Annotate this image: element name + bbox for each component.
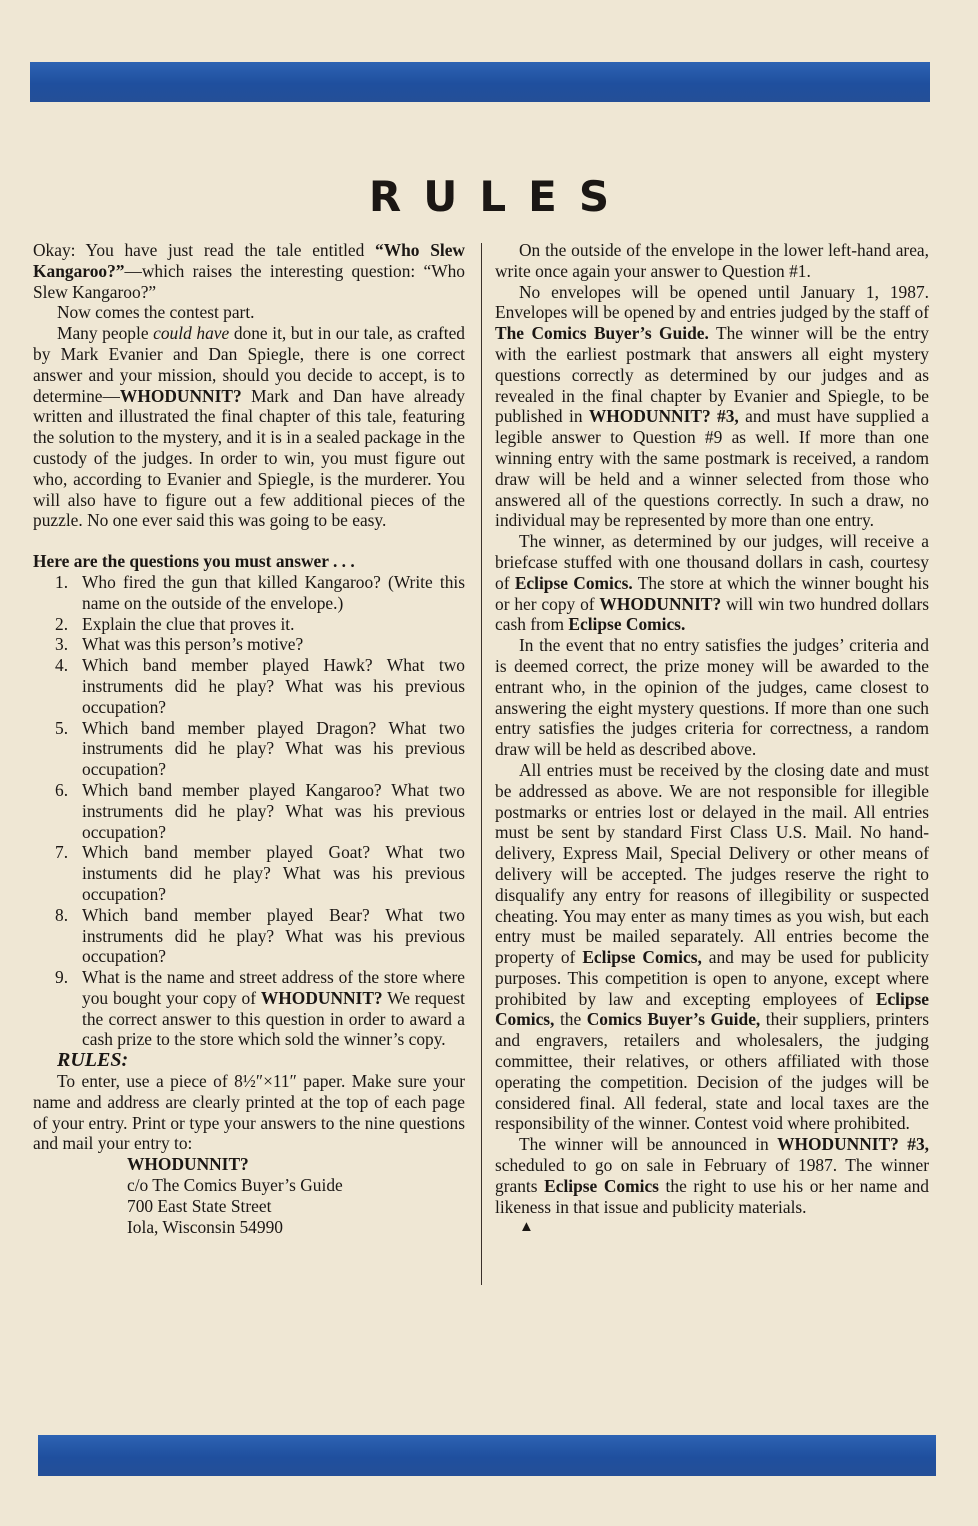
page-title: RULES — [368, 172, 632, 221]
rules-subheading: RULES: — [57, 1049, 129, 1072]
question-item: 5. Which band member played Dragon? What two instruments did he play? What was his previous occupation? — [55, 717, 465, 780]
entry-instructions: To enter, use a piece of 8½″×11″ paper. Make sure your name and address are clearly printed at the top of each page of your entry. Print or type your answers to the nine questions and mail your entry to: — [33, 1071, 465, 1154]
mailing-address: WHODUNNIT? c/o The Comics Buyer’s Guide 700 East State Street Iola, Wisconsin 54990 — [127, 1154, 343, 1237]
question-item: 8. Which band member played Bear? What two instruments did he play? What was his previous occupation? — [55, 904, 465, 967]
left-column — [33, 240, 465, 1237]
bottom-color-band — [38, 1435, 936, 1476]
prize-paragraph: The winner, as determined by our judges, will receive a briefcase stuffed with one thousand dollars in cash, courtesy of Eclipse Comics. The store at which the winner bought his or her copy of WHODUNNIT? will win two hundred dollars cash from Eclipse Comics. — [495, 531, 929, 635]
announcement-paragraph: The winner will be announced in WHODUNNIT? #3, scheduled to go on sale in February of 1987. The winner grants Eclipse Comics the right to use his or her name and likeness in that issue and publicity materials. — [495, 1134, 929, 1217]
question-item: 7. Which band member played Goat? What two instuments did he play? What was his previous occupation? — [55, 842, 465, 904]
envelope-paragraph: On the outside of the envelope in the lower left-hand area, write once again your answer to Question #1. — [495, 240, 929, 281]
judging-paragraph: No envelopes will be opened until January 1, 1987. Envelopes will be opened by and entries judged by the staff of The Comics Buyer’s Guide. The winner will be the entry with the earliest postmark that answers all eight mystery questions correctly as determined by our judges and as revealed in the final chapter by Evanier and Spiegle, to be published in WHODUNNIT? #3, and must have supplied a legible answer to Question #9 as well. If more than one winning entry with the same postmark is received, a random draw will be held and a winner selected from those who answered all of the questions correctly. In such a draw, no individual may be represented by more than one entry. — [495, 281, 929, 531]
question-item: 3. What was this person’s motive? — [55, 634, 304, 655]
questions-list — [33, 572, 465, 1050]
question-item: 1. Who fired the gun that killed Kangaroo? (Write this name on the outside of the envelope.) — [55, 571, 465, 613]
mission-paragraph: Many people could have done it, but in our tale, as crafted by Mark Evanier and Dan Spiegle, there is one correct answer and your mission, should you decide to accept, is to determine—WHODUNNIT? Mark and Dan have already written and illustrated the final chapter of this tale, featuring the solution to the mystery, and it is in a sealed package in the custody of the judges. In order to win, you must figure out who, according to Evanier and Spiegle, is the murderer. You will also have to figure out a few additional pieces of the puzzle. No one ever said this was going to be easy. — [33, 323, 466, 531]
column-divider — [481, 243, 482, 1285]
question-item: 9. What is the name and street address of the store where you bought your copy of WHODUNNIT? We request the correct answer to this question in order to award a cash prize to the store which sold the winner’s copy. — [55, 967, 465, 1050]
end-mark-icon: ▲ — [519, 1219, 534, 1236]
question-item: 6. Which band member played Kangaroo? What two instruments did he play? What was his previous occupation? — [55, 779, 465, 842]
question-item: 4. Which band member played Hawk? What two instruments did he play? What was his previous occupation? — [55, 655, 465, 717]
right-column — [495, 240, 929, 1238]
entries-paragraph: All entries must be received by the closing date and must be addressed as above. We are not responsible for illegible postmarks or entries lost or delayed in the mail. All entries must be sent by standard First Class U.S. Mail. No hand-delivery, Express Mail, Special Delivery or other means of delivery will be accepted. The judges reserve the right to disqualify any entry for reasons of illegibility or suspected cheating. You may enter as many times as you wish, but each entry must be mailed separately. All entries become the property of Eclipse Comics, and may be used for publicity purposes. This competition is open to anyone, except where prohibited by law and excepting employees of Eclipse Comics, the Comics Buyer’s Guide, their suppliers, printers and engravers, retailers and wholesalers, the judging committee, their relatives, or others affiliated with those operating the competition. Decision of the judges will be considered final. All federal, state and local taxes are the responsibility of the winner. Contest void where prohibited. — [495, 759, 929, 1134]
questions-heading: Here are the questions you must answer . . . — [33, 551, 355, 572]
no-winner-paragraph: In the event that no entry satisfies the judges’ criteria and is deemed correct, the prize money will be awarded to the entrant who, in the opinion of the judges, came closest to answering the eight mystery questions. If more than one such entry satisfies the judges criteria for correctness, a random draw will be held as described above. — [495, 635, 929, 760]
intro-paragraph: Okay: You have just read the tale entitled “Who Slew Kangaroo?”—which raises the interesting question: “Who Slew Kangaroo?” — [33, 240, 465, 302]
question-item: 2. Explain the clue that proves it. — [55, 613, 295, 634]
top-color-band — [30, 62, 930, 102]
contest-paragraph: Now comes the contest part. — [57, 302, 255, 323]
